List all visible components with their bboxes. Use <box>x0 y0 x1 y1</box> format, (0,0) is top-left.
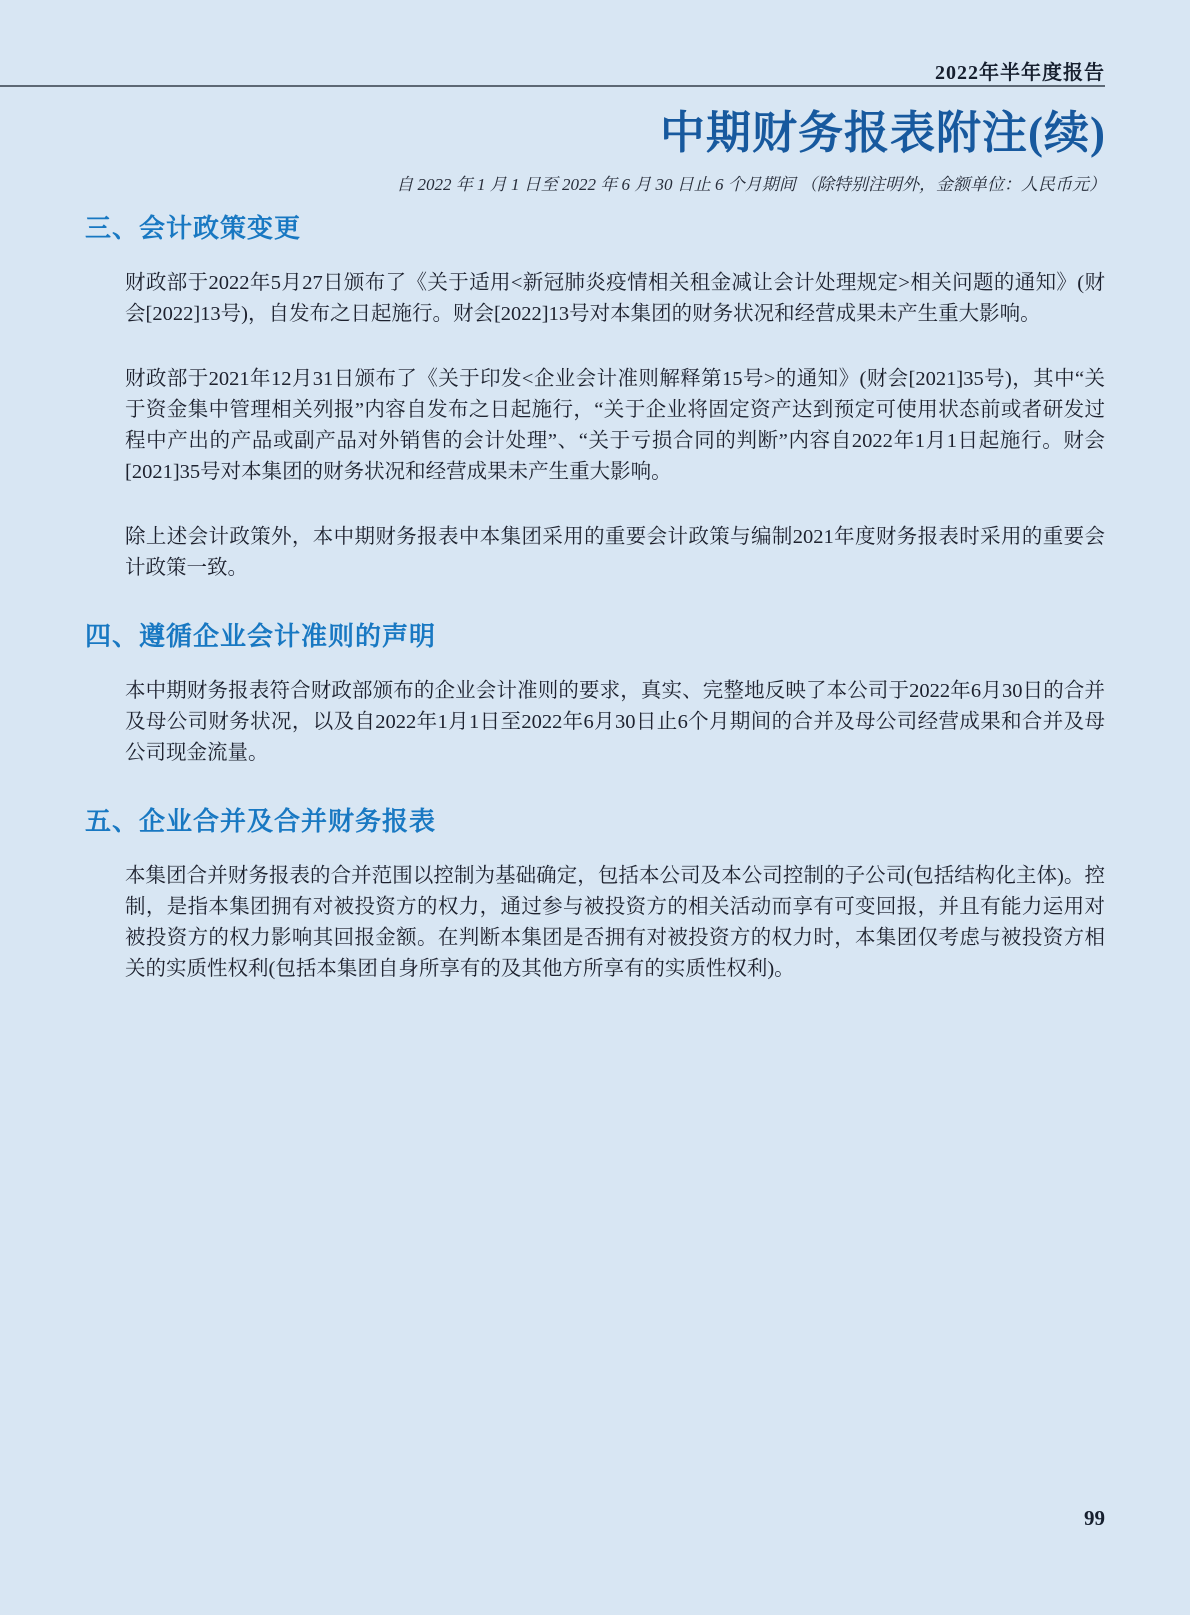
document-subtitle: 自 2022 年 1 月 1 日至 2022 年 6 月 30 日止 6 个月期间 （除特别注明外，金额单位：人民币元） <box>396 175 1106 194</box>
paragraph: 财政部于2021年12月31日颁布了《关于印发<企业会计准则解释第15号>的通知》(财会[2021]35号)，其中“关于资金集中管理相关列报”内容自发布之日起施行，“关于企业将固定资产达到预定可使用状态前或者研发过程中产出的产品或副产品对外销售的会计处理”、“关于亏损合同的判断”内容自2022年1月1日起施行。财会[2021]35号对本集团的财务状况和经营成果未产生重大影响。 <box>125 368 1105 483</box>
paragraph: 财政部于2022年5月27日颁布了《关于适用<新冠肺炎疫情相关租金减让会计处理规定>相关问题的通知》(财会[2022]13号)，自发布之日起施行。财会[2022]13号对本集团的财务状况和经营成果未产生重大影响。 <box>125 272 1105 325</box>
section-business-combination <box>85 805 1105 985</box>
page-number: 99 <box>1084 1506 1105 1530</box>
document-title: 中期财务报表附注(续) <box>660 108 1106 158</box>
header-divider <box>0 85 1105 87</box>
paragraph: 除上述会计政策外，本中期财务报表中本集团采用的重要会计政策与编制2021年度财务报表时采用的重要会计政策一致。 <box>125 526 1105 579</box>
running-header <box>935 56 1105 85</box>
section-accounting-policy-changes <box>85 212 1105 584</box>
section-heading: 四、遵循企业会计准则的声明 <box>85 622 437 651</box>
section-compliance-statement <box>85 620 1105 769</box>
paragraph: 本中期财务报表符合财政部颁布的企业会计准则的要求，真实、完整地反映了本公司于2022年6月30日的合并及母公司财务状况，以及自2022年1月1日至2022年6月30日止6个月期间的合并及母公司经营成果和合并及母公司现金流量。 <box>125 680 1105 764</box>
section-heading: 三、会计政策变更 <box>85 214 302 243</box>
running-header-title: 2022年半年度报告 <box>935 62 1105 84</box>
paragraph: 本集团合并财务报表的合并范围以控制为基础确定，包括本公司及本公司控制的子公司(包括结构化主体)。控制，是指本集团拥有对被投资方的权力，通过参与被投资方的相关活动而享有可变回报，并且有能力运用对被投资方的权力影响其回报金额。在判断本集团是否拥有对被投资方的权力时，本集团仅考虑与被投资方相关的实质性权利(包括本集团自身所享有的及其他方所享有的实质性权利)。 <box>125 865 1105 980</box>
document-body <box>85 212 1105 1021</box>
section-heading: 五、企业合并及合并财务报表 <box>85 807 437 836</box>
